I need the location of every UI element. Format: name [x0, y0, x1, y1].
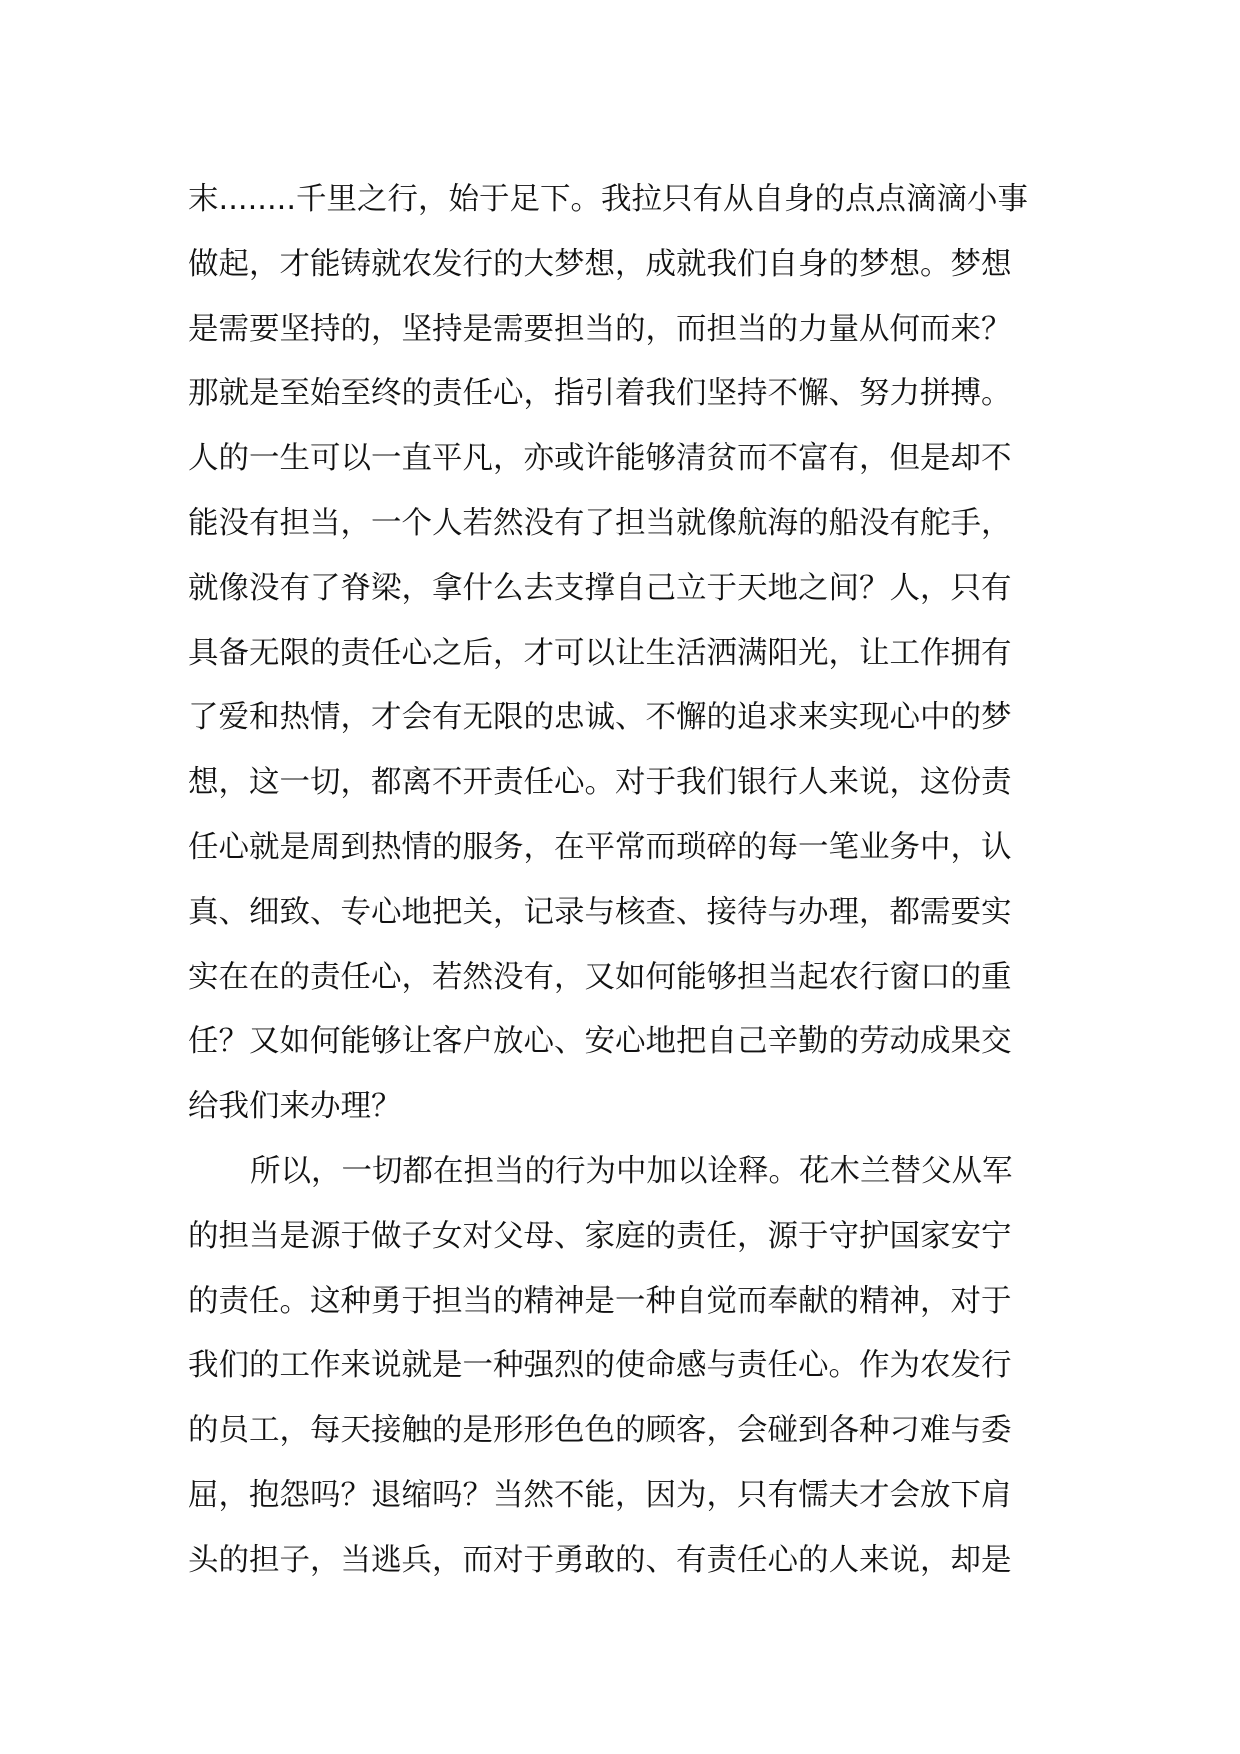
- text-line: 了爱和热情，才会有无限的忠诚、不懈的追求来实现心中的梦: [188, 700, 1012, 736]
- text-line: 想，这一切，都离不开责任心。对于我们银行人来说，这份责: [188, 765, 1012, 801]
- text-line: 具备无限的责任心之后，才可以让生活洒满阳光，让工作拥有: [188, 635, 1012, 671]
- text-line: 实在在的责任心，若然没有，又如何能够担当起农行窗口的重: [188, 959, 1012, 995]
- text-line: 人的一生可以一直平凡，亦或许能够清贫而不富有，但是却不: [188, 441, 1012, 477]
- text-line: 屈，抱怨吗？退缩吗？当然不能，因为，只有懦夫才会放下肩: [188, 1477, 1012, 1513]
- body-text: [188, 168, 1060, 1594]
- text-line: 能没有担当，一个人若然没有了担当就像航海的船没有舵手，: [188, 505, 1012, 541]
- text-line: 任心就是周到热情的服务，在平常而琐碎的每一笔业务中，认: [188, 829, 1012, 865]
- text-line: 任？又如何能够让客户放心、安心地把自己辛勤的劳动成果交: [188, 1024, 1012, 1060]
- text-line: 的担当是源于做子女对父母、家庭的责任，源于守护国家安宁: [188, 1218, 1012, 1254]
- text-line: 就像没有了脊梁，拿什么去支撑自己立于天地之间？人，只有: [188, 570, 1012, 606]
- text-line: 头的担子，当逃兵，而对于勇敢的、有责任心的人来说，却是: [188, 1542, 1012, 1578]
- text-line: 我们的工作来说就是一种强烈的使命感与责任心。作为农发行: [188, 1348, 1012, 1384]
- text-line: 是需要坚持的，坚持是需要担当的，而担当的力量从何而来？: [188, 311, 1012, 347]
- text-line: 的责任。这种勇于担当的精神是一种自觉而奉献的精神，对于: [188, 1283, 1012, 1319]
- text-line: 做起，才能铸就农发行的大梦想，成就我们自身的梦想。梦想: [188, 246, 1012, 282]
- text-line: 给我们来办理？: [188, 1089, 402, 1125]
- text-line: 的员工，每天接触的是形形色色的顾客，会碰到各种刁难与委: [188, 1413, 1012, 1449]
- text-line: 真、细致、专心地把关，记录与核查、接待与办理，都需要实: [188, 894, 1012, 930]
- paragraph-first-line: 所以，一切都在担当的行为中加以诠释。花木兰替父从军: [250, 1153, 1013, 1189]
- text-line: 末........千里之行，始于足下。我拉只有从自身的点点滴滴小事: [188, 182, 1029, 217]
- text-line: 那就是至始至终的责任心，指引着我们坚持不懈、努力拼搏。: [188, 376, 1012, 412]
